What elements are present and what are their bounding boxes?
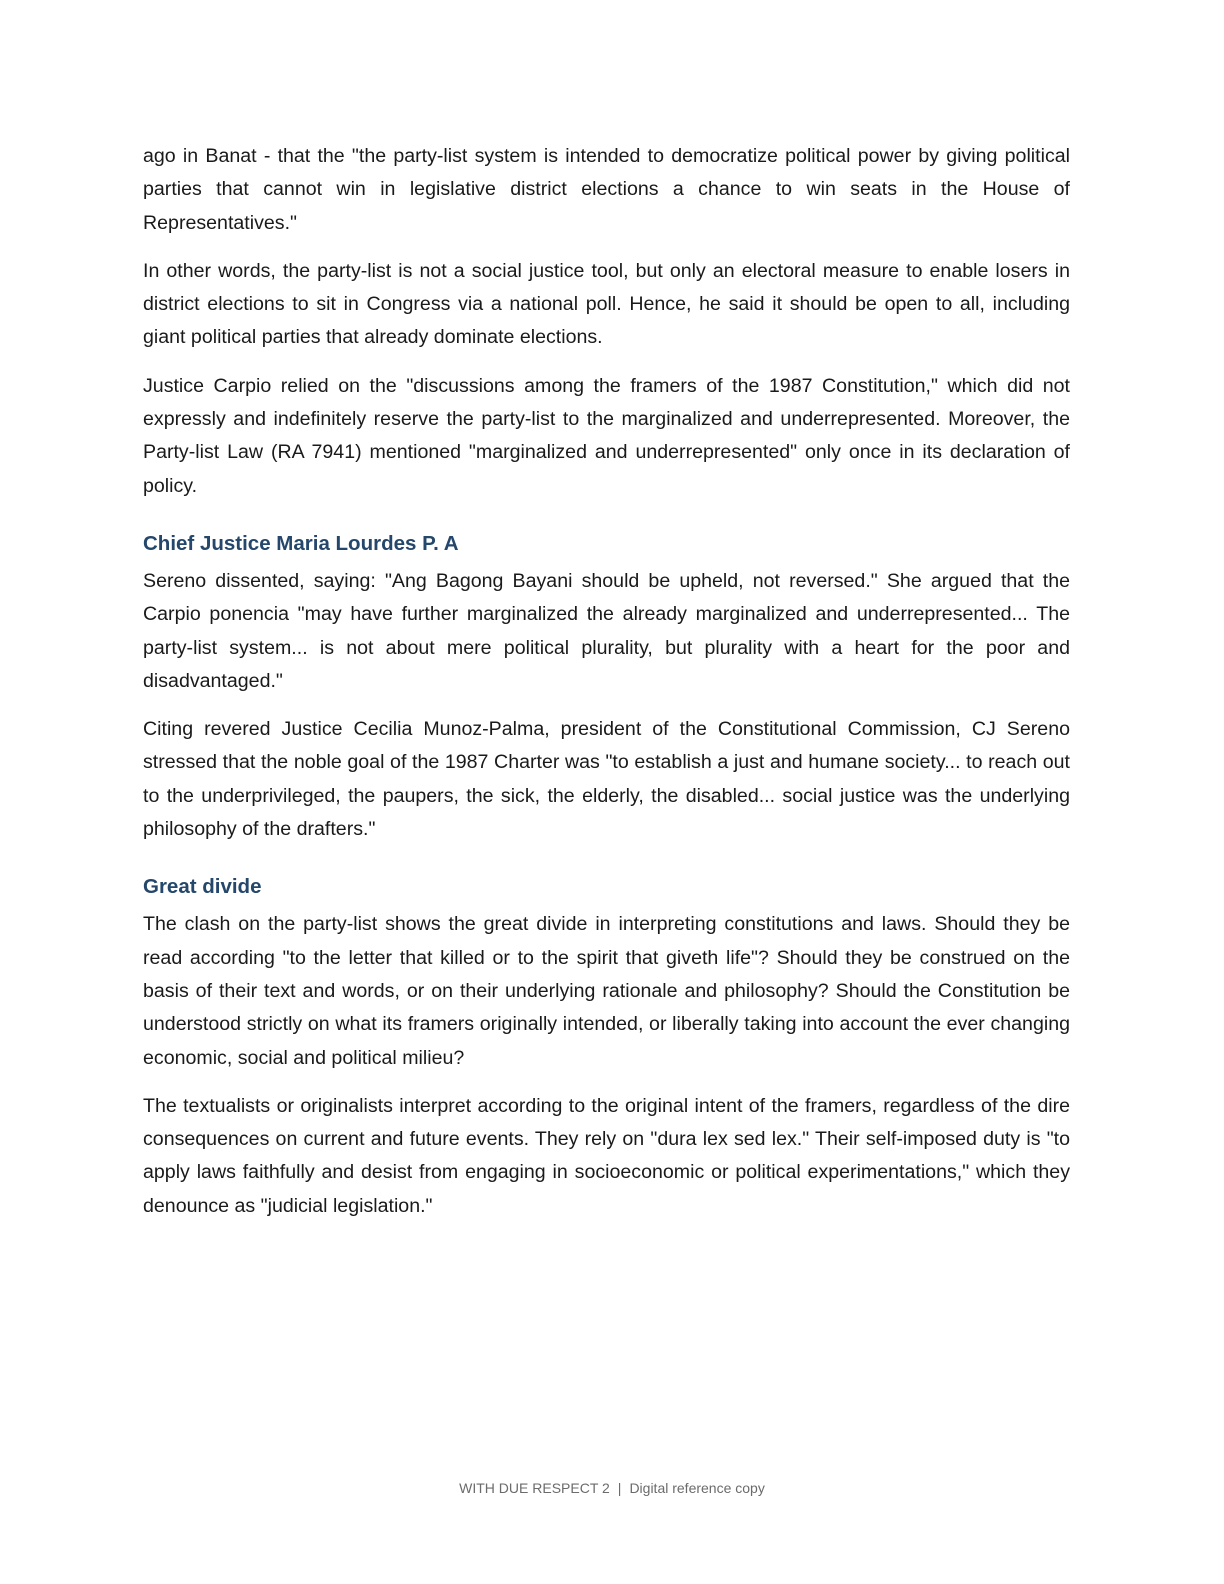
paragraph-munoz-palma: Citing revered Justice Cecilia Munoz-Palma, president of the Constitutional Commission, CJ Sereno stressed that the noble goal of the 1987 Charter was "to establish a just and humane society... to reach out to the underprivileged, the paupers, the sick, the elderly, the disabled... social justice was the underlying philosophy of the drafters." [143,718,1070,841]
page-footer [0,1478,1224,1498]
paragraph-other-words: In other words, the party-list is not a social justice tool, but only an electoral measure to enable losers in district elections to sit in Congress via a national poll. Hence, he said it should be open to all, including giant political parties that already dominate elections. [143,259,1070,349]
paragraph-textualists: The textualists or originalists interpret according to the original intent of the framers, regardless of the dire consequences on current and future events. They rely on "dura lex sed lex." Their self-imposed duty is "to apply laws faithfully and desist from engaging in socioeconomic or political experimentations," which they denounce as "judicial legislation." [143,1094,1070,1217]
paragraph-banat-quote: ago in Banat - that the "the party-list system is intended to democratize political power by giving political parties that cannot win in legislative district elections a chance to win seats in the House of Representatives." [143,145,1070,234]
footer-title: WITH DUE RESPECT 2 [459,1480,610,1496]
paragraph-justice-carpio: Justice Carpio relied on the "discussions among the framers of the 1987 Constitution," which did not expressly and indefinitely reserve the party-list to the marginalized and underrepresented. Moreover, the Party-list Law (RA 7941) mentioned "marginalized and underrepresented" only once in its declaration of policy. [143,374,1070,497]
section-heading-chief-justice: Chief Justice Maria Lourdes P. A [143,531,459,555]
paragraph-clash-party-list: The clash on the party-list shows the great divide in interpreting constitutions and laws. Should they be read according "to the letter that killed or to the spirit that giveth life"? Should they be construed on the basis of their text and words, or on their underlying rationale and philosophy? Should the Constitution be understood strictly on what its framers originally intended, or liberally taking into account the ever changing economic, social and political milieu? [143,913,1070,1069]
document-body [143,140,1070,1238]
section-heading-great-divide: Great divide [143,875,262,899]
footer-subtitle: Digital reference copy [629,1480,765,1496]
paragraph-sereno-dissent: Sereno dissented, saying: "Ang Bagong Bayani should be upheld, not reversed." She argued that the Carpio ponencia "may have further marginalized the already marginalized and underrepresented... The party-list system... is not about mere political plurality, but plurality with a heart for the poor and disadvantaged." [143,569,1070,692]
footer-separator: | [617,1480,622,1496]
